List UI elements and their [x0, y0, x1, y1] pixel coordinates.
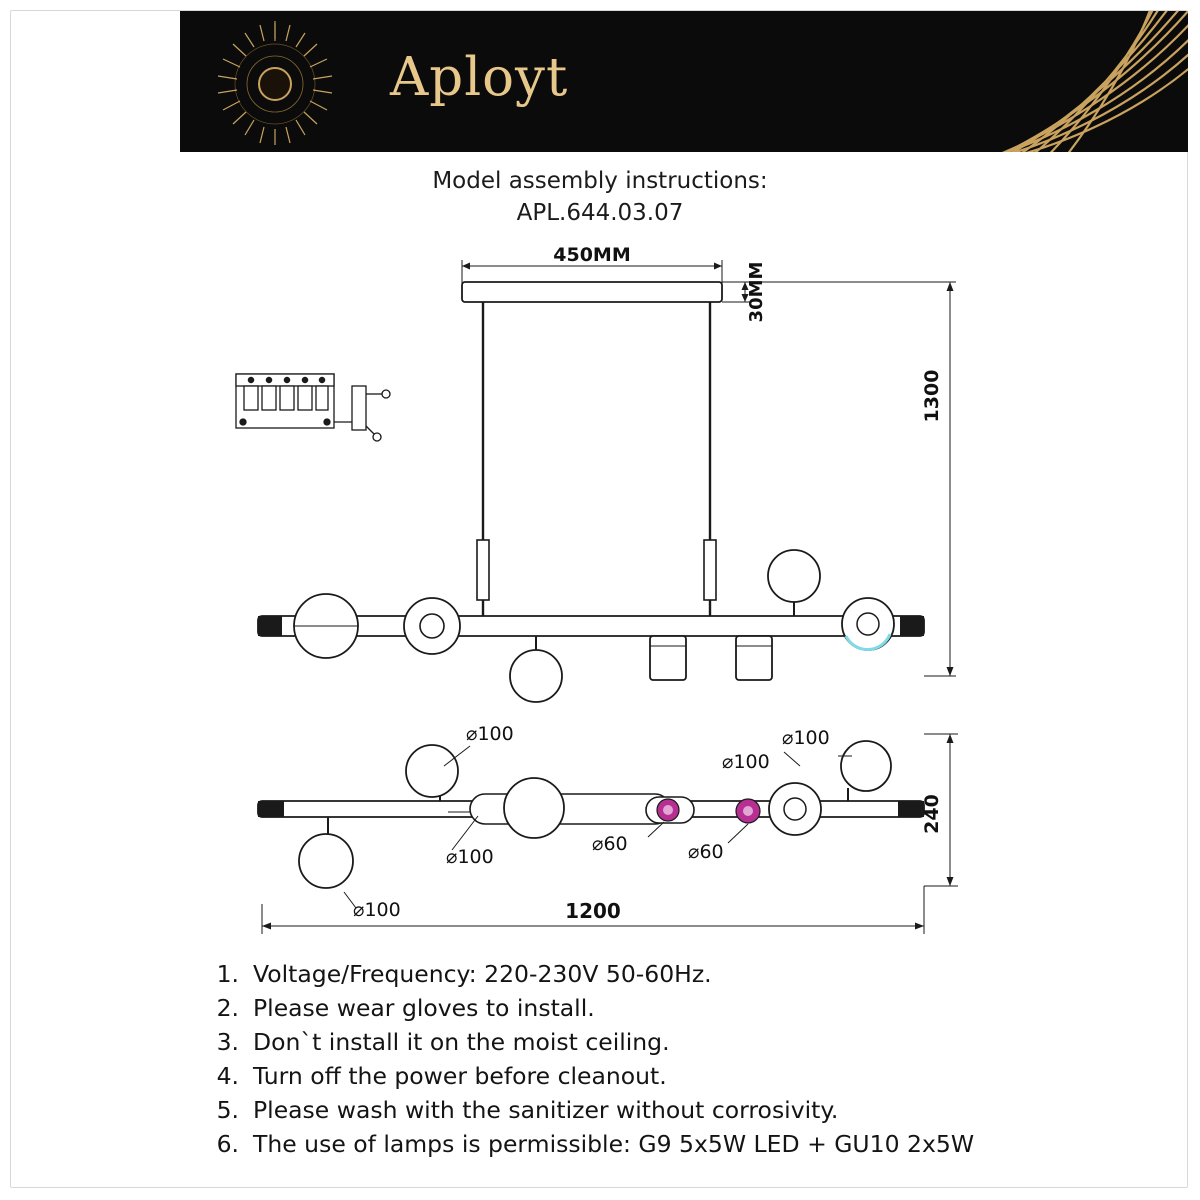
- globe-left-front: [294, 594, 358, 658]
- plan-spot-right: [736, 799, 760, 823]
- model-code: APL.644.03.07: [516, 200, 684, 226]
- note-number: 6.: [216, 1130, 239, 1158]
- globe-upper-right-front: [768, 550, 820, 616]
- spotlight-right-front: [736, 636, 772, 680]
- callout-globe-top-right: ⌀100: [782, 727, 830, 749]
- callout-globe-mid-right: ⌀100: [722, 751, 770, 773]
- plan-ring-right: [769, 783, 821, 835]
- plan-bar: [258, 794, 924, 824]
- dim-label-depth: 240: [921, 794, 943, 834]
- callout-spot-right: ⌀60: [688, 841, 724, 863]
- callout-globe-mid-left: ⌀100: [446, 846, 494, 868]
- list-item: [205, 1026, 1165, 1059]
- globe-lower-front: [510, 636, 562, 702]
- plan-globe-center: [504, 778, 564, 838]
- suspension-rods: [477, 302, 716, 626]
- note-number: 2.: [216, 994, 239, 1022]
- note-text: Don`t install it on the moist ceiling.: [253, 1028, 670, 1056]
- ring-left-front: [404, 598, 460, 654]
- note-text: Turn off the power before cleanout.: [253, 1062, 667, 1090]
- list-item: [205, 1094, 1165, 1127]
- note-text: Please wash with the sanitizer without corrosivity.: [253, 1096, 839, 1124]
- callout-spot-left: ⌀60: [592, 833, 628, 855]
- note-text: The use of lamps is permissible: G9 5x5W LED + GU10 2x5W: [253, 1130, 975, 1158]
- plan-globe-upper-right: [841, 741, 891, 801]
- dim-label-drop-height: 1300: [921, 369, 943, 423]
- plan-spot-left: [646, 797, 694, 823]
- fan-rays-icon: [898, 11, 1188, 152]
- note-number: 1.: [216, 960, 239, 988]
- callout-globe-top-left: ⌀100: [466, 723, 514, 745]
- list-item: [205, 1128, 1165, 1161]
- brand-banner: [180, 11, 1188, 152]
- brand-name: Aployt: [390, 47, 569, 108]
- page-title: Model assembly instructions:: [432, 168, 768, 194]
- note-number: 3.: [216, 1028, 239, 1056]
- ceiling-canopy: [462, 282, 722, 302]
- note-number: 5.: [216, 1096, 239, 1124]
- callout-globe-bottom-left: ⌀100: [353, 899, 401, 921]
- note-number: 4.: [216, 1062, 239, 1090]
- dim-label-canopy-height: 30MM: [746, 261, 767, 323]
- dim-label-length: 1200: [565, 899, 621, 923]
- list-item: [205, 992, 1165, 1025]
- technical-drawing: [0, 236, 1200, 946]
- list-item: [205, 958, 1165, 991]
- note-text: Voltage/Frequency: 220-230V 50-60Hz.: [253, 960, 712, 988]
- instruction-notes: [205, 958, 1165, 1162]
- note-text: Please wear gloves to install.: [253, 994, 595, 1022]
- terminal-block-icon: [236, 374, 390, 441]
- dim-label-canopy-width: 450MM: [553, 244, 631, 266]
- list-item: [205, 1060, 1165, 1093]
- spotlight-left-front: [650, 636, 686, 680]
- plan-globe-lower-left: [299, 817, 353, 888]
- ring-right-front: [842, 598, 894, 650]
- plan-globe-upper-left: [406, 745, 458, 801]
- sunburst-icon: [210, 19, 340, 149]
